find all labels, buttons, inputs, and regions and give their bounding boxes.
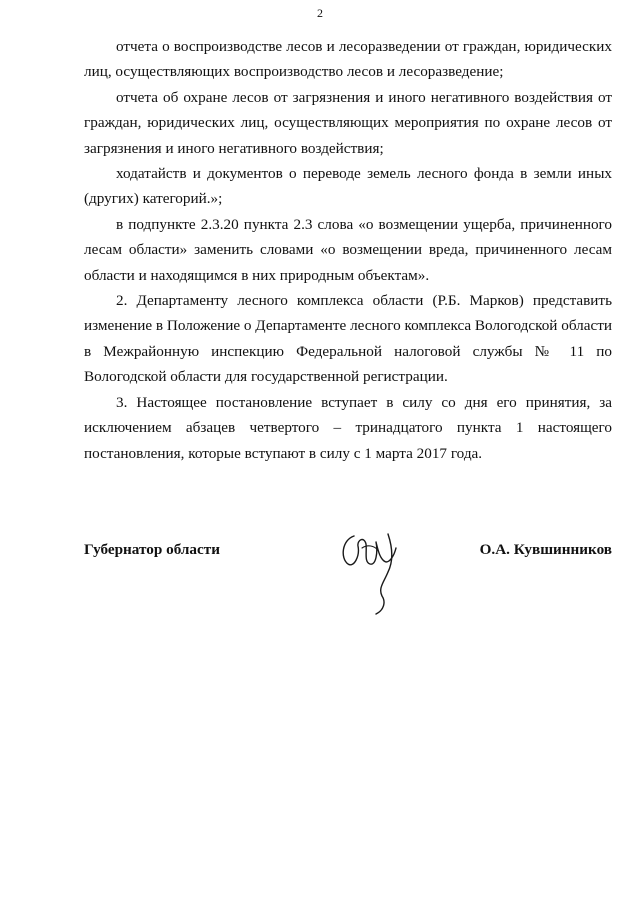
paragraph-forest-protection-report: отчета об охране лесов от загрязнения и иного негативного воздействия от граждан, юридических лиц, осуществляющих мероприятия по охране лесов от загрязнения и иного негативного воздействия; (84, 88, 612, 157)
document-body (84, 34, 612, 466)
signatory-name: О.А. Кувшинников (479, 541, 612, 558)
paragraph-reforestation-report: отчета о воспроизводстве лесов и лесоразведении от граждан, юридических лиц, осуществляющих воспроизводство лесов и лесоразведение; (84, 38, 612, 81)
paragraph-land-transfer-petitions: ходатайств и документов о переводе земель лесного фонда в земли иных (других) категорий.»; (84, 165, 612, 208)
paragraph-item-3: 3. Настоящее постановление вступает в силу со дня его принятия, за исключением абзацев четвертого – тринадцатого пункта 1 настоящего постановления, которые вступают в силу с 1 марта 2017 года. (84, 393, 612, 462)
page-number: 2 (317, 6, 323, 20)
signatory-title: Губернатор области (84, 541, 220, 558)
paragraph-subclause-amendment: в подпункте 2.3.20 пункта 2.3 слова «о возмещении ущерба, причиненного лесам области» заменить словами «о возмещении вреда, причиненного лесам области и находящимся в них природным объектам». (84, 215, 612, 284)
handwritten-signature-icon (334, 526, 406, 618)
signature-block (84, 538, 612, 628)
paragraph-item-2: 2. Департаменту лесного комплекса области (Р.Б. Марков) представить изменение в Положение о Департаменте лесного комплекса Вологодской области в Межрайонную инспекцию Федеральной налоговой службы № 11 по Вологодской области для государственной регистрации. (84, 292, 612, 386)
